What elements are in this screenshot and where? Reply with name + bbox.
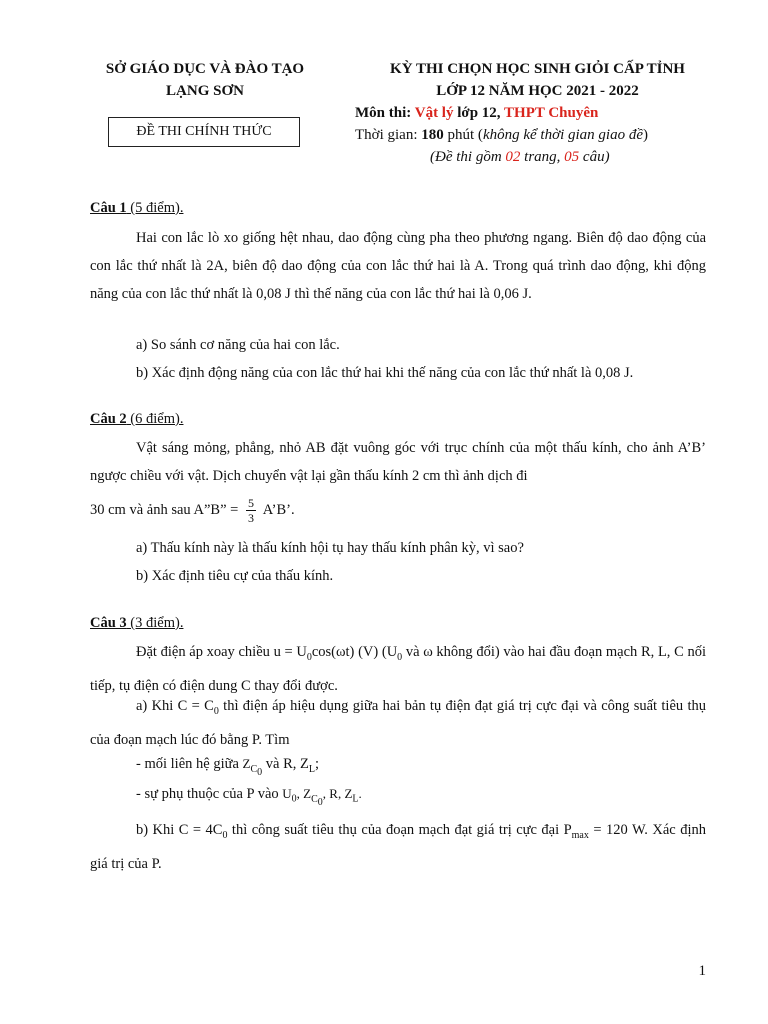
question-1-part-b: b) Xác định động năng của con lắc thứ hai khi thế năng của con lắc thứ nhất là 0,08 J. <box>136 365 634 381</box>
symbol-list: $U_0$, $Z_{C_0}$, R, $Z_L$. <box>282 786 362 808</box>
question-3-part-b: b) Khi $C = 4C_0$ thì công suất tiêu thụ của đoạn mạch đạt giá trị cực đại $P_{max} = 120$ W. Xác định giá trị của P. <box>90 822 706 872</box>
official-exam-box: ĐỀ THI CHÍNH THỨC <box>108 117 300 147</box>
question-1-part-a: a) So sánh cơ năng của hai con lắc. <box>136 337 340 353</box>
question-3-part-a-item-1: - mối liên hệ giữa $Z_{C_0}$ và R, $Z_L$; <box>136 756 319 778</box>
department-name: SỞ GIÁO DỤC VÀ ĐÀO TẠO <box>105 61 305 77</box>
question-2-part-a: a) Thấu kính này là thấu kính hội tụ hay thấu kính phân kỳ, vì sao? <box>136 540 524 556</box>
time-line: Thời gian: 180 phút (không kể thời gian giao đề) <box>355 127 648 143</box>
time-value: 180 <box>421 127 444 143</box>
question-3-heading: Câu 3 (3 điểm). <box>90 615 184 631</box>
subject: Vật lý <box>414 105 454 121</box>
question-2-heading: Câu 2 (6 điểm). <box>90 411 184 427</box>
question-3-body: Đặt điện áp xoay chiều $u = U_0\cos(\omega t)$ (V) ($U_0$ và ω không đổi) vào hai đầu đoạn mạch R, L, C nối tiếp, tụ điện có điện dung C thay đổi được. <box>90 644 706 694</box>
school-type: THPT Chuyên <box>504 105 599 121</box>
question-1-body: Hai con lắc lò xo giống hệt nhau, dao động cùng pha theo phương ngang. Biên độ dao động của con lắc thứ nhất là 2A, biên độ dao động của con lắc thứ hai là A. Trong quá trình dao động, khi động năng của con lắc thứ nhất là 0,08 J thì thế năng của con lắc thứ hai là 0,06 J. <box>90 230 706 302</box>
province-name: LẠNG SƠN <box>166 83 244 99</box>
question-1-heading: Câu 1 (5 điểm). <box>90 200 184 216</box>
zc0-symbol: $Z_{C_0}$ <box>242 756 263 778</box>
page-number: 1 <box>698 963 706 979</box>
fraction-5-3: $\frac{5}{3}$ <box>247 496 254 526</box>
pages-line: (Đề thi gồm 02 trang, 05 câu) <box>430 149 610 165</box>
question-2-part-b: b) Xác định tiêu cự của thấu kính. <box>136 568 334 584</box>
subject-line: Môn thi: Vật lý lớp 12, THPT Chuyên <box>355 105 599 121</box>
exam-title: KỲ THI CHỌN HỌC SINH GIỎI CẤP TỈNH <box>390 61 685 77</box>
question-2-body: Vật sáng mỏng, phẳng, nhỏ AB đặt vuông góc với trục chính của một thấu kính, cho ảnh A’B’ ngược chiều với vật. Dịch chuyển vật lại gần thấu kính 2 cm thì ảnh dịch đi <box>90 440 706 484</box>
exam-year: LỚP 12 NĂM HỌC 2021 - 2022 <box>436 83 639 99</box>
question-3-part-a-item-2: - sự phụ thuộc của P vào $U_0$, $Z_{C_0}$, R, $Z_L$. <box>136 786 362 808</box>
header-left <box>70 58 340 102</box>
question-2-line-3: 30 cm và ảnh sau A”B” = $\frac{5}{3}$ A’B’. <box>90 496 295 526</box>
header-right <box>345 58 730 168</box>
question-3-part-a: a) Khi $C = C_0$ thì điện áp hiệu dụng giữa hai bản tụ điện đạt giá trị cực đại và công suất tiêu thụ của đoạn mạch lúc đó bằng P. Tìm <box>90 698 706 748</box>
